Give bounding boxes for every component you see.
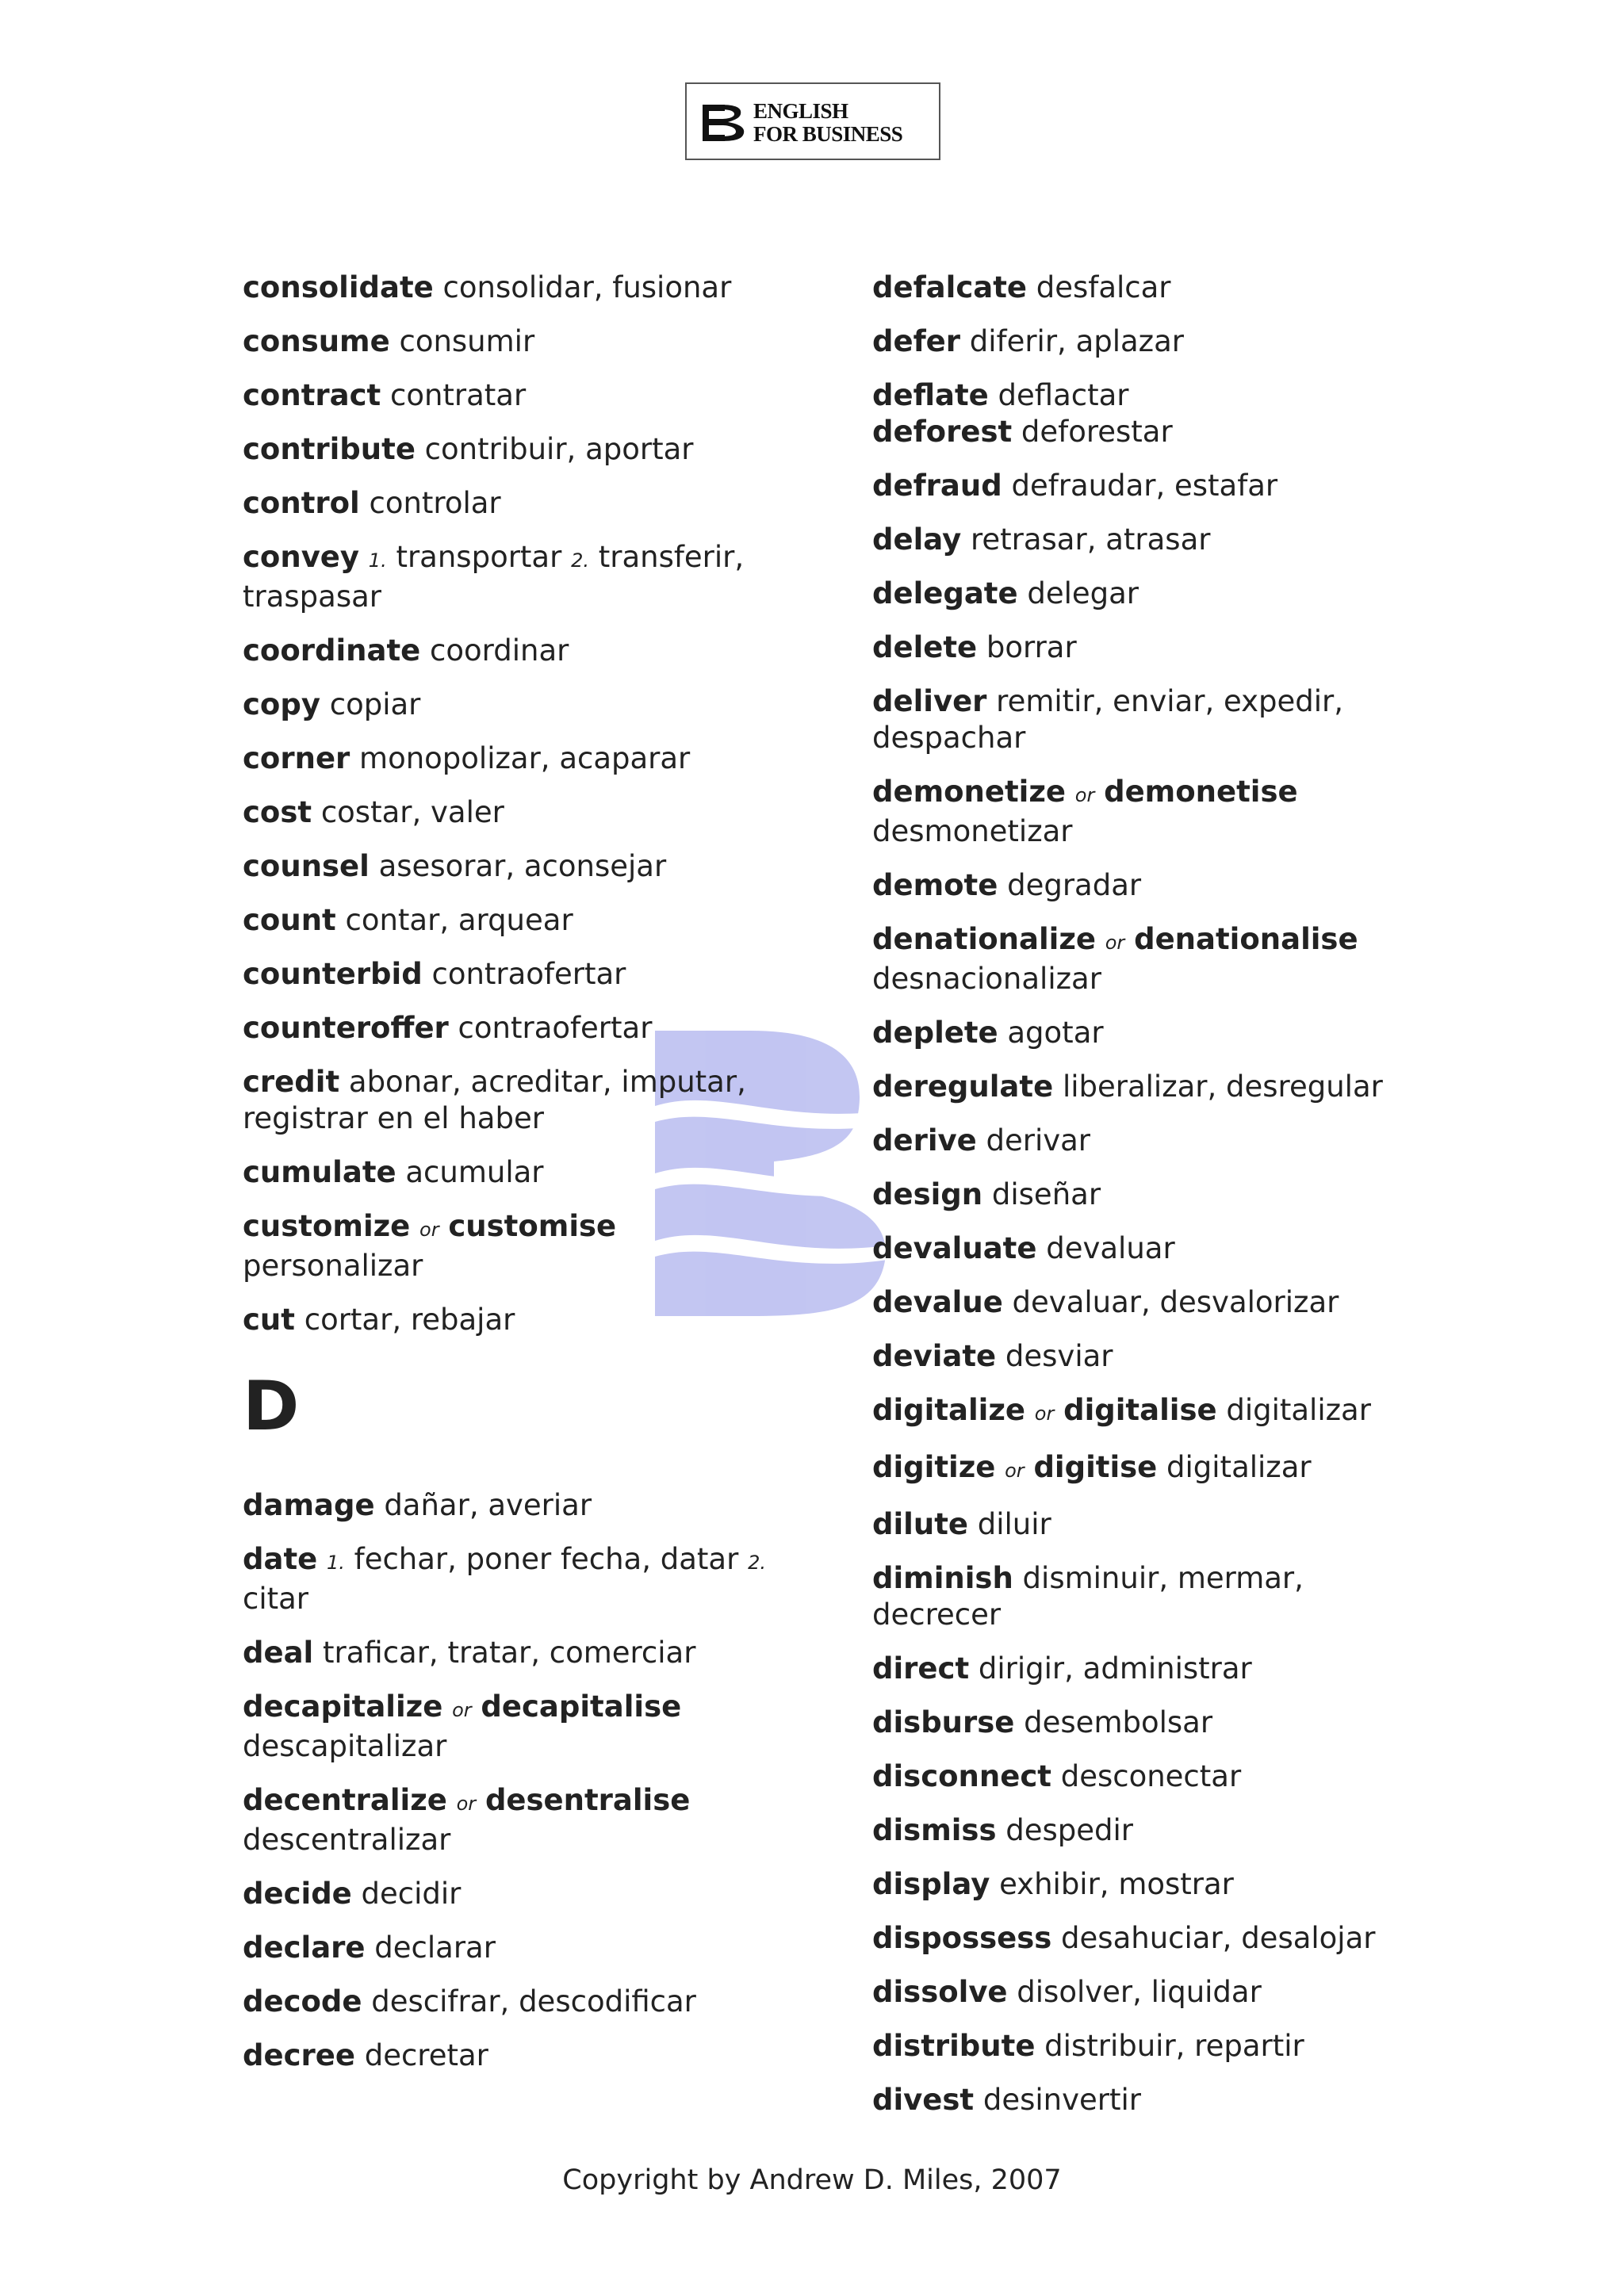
- translation: agotar: [998, 1016, 1104, 1050]
- translation: desconectar: [1051, 1759, 1242, 1793]
- translation: [1066, 775, 1075, 809]
- dictionary-entry: [872, 867, 1427, 904]
- dictionary-entry: [872, 1449, 1427, 1489]
- dictionary-entry: [872, 1758, 1427, 1795]
- translation: monopolizar, acaparar: [350, 741, 691, 775]
- translation: decidir: [351, 1877, 462, 1911]
- headword: deal: [243, 1636, 314, 1670]
- headword: counterbid: [243, 957, 423, 991]
- logo-line-2: FOR BUSINESS: [753, 122, 903, 146]
- dictionary-entry: [243, 1689, 790, 1765]
- dictionary-entry: [243, 323, 790, 360]
- dictionary-entry: [243, 1487, 790, 1524]
- headword: cost: [243, 795, 312, 829]
- headword: direct: [872, 1651, 970, 1686]
- or-connector: or: [452, 1699, 472, 1721]
- translation: [447, 1783, 457, 1817]
- translation: desfalcar: [1027, 270, 1171, 304]
- dictionary-entry: [872, 468, 1427, 504]
- dictionary-entry: [872, 1284, 1427, 1321]
- headword: dissolve: [872, 1975, 1008, 2009]
- headword: contract: [243, 378, 381, 412]
- dictionary-entry: [872, 2028, 1427, 2064]
- headword: convey: [243, 540, 360, 574]
- dictionary-entry: [243, 539, 790, 615]
- headword: digitise: [1033, 1450, 1158, 1484]
- translation: abonar, acreditar, imputar, registrar en el haber: [243, 1065, 746, 1135]
- translation: [1025, 1393, 1035, 1427]
- dictionary-entry: [243, 1010, 790, 1047]
- translation: disminuir, mermar, decrecer: [872, 1561, 1304, 1632]
- translation: [995, 1450, 1005, 1484]
- translation: [317, 1542, 327, 1576]
- translation: contraofertar: [422, 957, 626, 991]
- translation: derivar: [976, 1123, 1091, 1158]
- dictionary-entry: [243, 1154, 790, 1191]
- translation: [1096, 922, 1105, 956]
- translation: [359, 540, 369, 574]
- dictionary-entry: [243, 1541, 790, 1617]
- translation: copiar: [320, 687, 421, 721]
- dictionary-entry: [872, 1506, 1427, 1543]
- sense-number: 1.: [368, 549, 387, 572]
- dictionary-entry: [243, 1782, 790, 1858]
- translation: contraofertar: [448, 1011, 653, 1045]
- translation: contribuir, aportar: [415, 432, 694, 466]
- dictionary-entry: [872, 921, 1427, 997]
- or-connector: or: [456, 1793, 477, 1815]
- headword: demonetise: [1104, 775, 1298, 809]
- translation: dañar, averiar: [374, 1488, 592, 1522]
- headword: customize: [243, 1209, 411, 1243]
- headword: distribute: [872, 2029, 1036, 2063]
- translation: devaluar: [1036, 1231, 1175, 1265]
- translation: contratar: [381, 378, 527, 412]
- left-column: [243, 270, 790, 2091]
- headword: decide: [243, 1877, 352, 1911]
- dictionary-entry: [872, 629, 1427, 666]
- logo-line-1: ENGLISH: [753, 99, 848, 123]
- headword: declare: [243, 1931, 366, 1965]
- headword: disconnect: [872, 1759, 1051, 1793]
- translation: descapitalizar: [243, 1729, 447, 1763]
- dictionary-entry: [872, 414, 1427, 450]
- dictionary-entry: [243, 794, 790, 831]
- headword: devaluate: [872, 1231, 1037, 1265]
- translation: dirigir, administrar: [969, 1651, 1252, 1686]
- dictionary-entry: [243, 740, 790, 777]
- dictionary-entry: [243, 431, 790, 468]
- sense-number: 2.: [571, 549, 589, 572]
- entries-c: [243, 270, 790, 1338]
- translation: diseñar: [982, 1177, 1101, 1211]
- headword: dismiss: [872, 1813, 997, 1847]
- headword: display: [872, 1867, 990, 1901]
- headword: cut: [243, 1303, 295, 1337]
- or-connector: or: [1105, 932, 1125, 954]
- headword: dispossess: [872, 1921, 1052, 1955]
- translation: digitalizar: [1216, 1393, 1371, 1427]
- headword: defer: [872, 324, 961, 358]
- dictionary-entry: [872, 1651, 1427, 1687]
- dictionary-entry: [872, 1015, 1427, 1051]
- headword: deflate: [872, 378, 989, 412]
- dictionary-entry: [243, 1930, 790, 1966]
- translation: deflactar: [988, 378, 1129, 412]
- translation: desmonetizar: [872, 814, 1073, 848]
- translation: exhibir, mostrar: [990, 1867, 1234, 1901]
- translation: diferir, aplazar: [960, 324, 1184, 358]
- translation: deforestar: [1012, 415, 1173, 449]
- headword: contribute: [243, 432, 416, 466]
- headword: digitalise: [1063, 1393, 1217, 1427]
- entries-d-right: [872, 270, 1427, 2118]
- dictionary-entry: [243, 902, 790, 939]
- or-connector: or: [1005, 1460, 1025, 1482]
- headword: design: [872, 1177, 983, 1211]
- translation: desviar: [996, 1339, 1113, 1373]
- dictionary-entry: [872, 1560, 1427, 1633]
- translation: [472, 1689, 481, 1724]
- translation: decretar: [354, 2038, 488, 2072]
- translation: acumular: [396, 1155, 544, 1189]
- dictionary-entry: [872, 1920, 1427, 1957]
- headword: counteroffer: [243, 1011, 449, 1045]
- headword: consume: [243, 324, 390, 358]
- dictionary-entry: [872, 1123, 1427, 1159]
- dictionary-entry: [243, 1302, 790, 1338]
- headword: demote: [872, 868, 998, 902]
- headword: decree: [243, 2038, 355, 2072]
- translation: [1124, 922, 1134, 956]
- dictionary-entry: [243, 1208, 790, 1284]
- english-for-business-logo: [685, 82, 940, 160]
- or-connector: or: [1034, 1402, 1055, 1425]
- dictionary-entry: [872, 1069, 1427, 1105]
- headword: digitize: [872, 1450, 996, 1484]
- translation: costar, valer: [312, 795, 504, 829]
- headword: decapitalise: [481, 1689, 682, 1724]
- headword: control: [243, 486, 360, 520]
- headword: delegate: [872, 576, 1018, 610]
- eb-logo-icon: [701, 101, 747, 144]
- headword: cumulate: [243, 1155, 396, 1189]
- translation: consumir: [389, 324, 535, 358]
- dictionary-entry: [243, 1876, 790, 1912]
- translation: borrar: [977, 630, 1077, 664]
- dictionary-entry: [872, 1974, 1427, 2011]
- headword: delete: [872, 630, 978, 664]
- translation: [442, 1689, 452, 1724]
- translation: declarar: [365, 1931, 496, 1965]
- dictionary-entry: [872, 377, 1427, 414]
- headword: defraud: [872, 469, 1002, 503]
- headword: counsel: [243, 849, 370, 883]
- headword: decode: [243, 1984, 362, 2019]
- dictionary-entry: [872, 1177, 1427, 1213]
- section-letter: D: [243, 1367, 300, 1446]
- footer-copyright: Copyright by Andrew D. Miles, 2007: [562, 2164, 1062, 2196]
- headword: denationalise: [1134, 922, 1358, 956]
- translation: degradar: [998, 868, 1142, 902]
- dictionary-entry: [872, 576, 1427, 612]
- dictionary-entry: [872, 522, 1427, 558]
- translation: retrasar, atrasar: [961, 522, 1211, 557]
- translation: diluir: [967, 1507, 1051, 1541]
- headword: dilute: [872, 1507, 968, 1541]
- headword: devalue: [872, 1285, 1003, 1319]
- translation: liberalizar, desregular: [1053, 1070, 1383, 1104]
- headword: copy: [243, 687, 320, 721]
- headword: delay: [872, 522, 962, 557]
- headword: decentralize: [243, 1783, 447, 1817]
- headword: denationalize: [872, 922, 1096, 956]
- dictionary-entry: [872, 683, 1427, 756]
- dictionary-entry: [243, 633, 790, 669]
- translation: desembolsar: [1014, 1705, 1213, 1739]
- dictionary-entry: [872, 1705, 1427, 1741]
- right-column: [872, 270, 1427, 2136]
- headword: disburse: [872, 1705, 1015, 1739]
- headword: decapitalize: [243, 1689, 443, 1724]
- dictionary-entry: [243, 687, 790, 723]
- sense-number: 1.: [327, 1552, 345, 1574]
- headword: deforest: [872, 415, 1013, 449]
- translation: defraudar, estafar: [1002, 469, 1278, 503]
- dictionary-entry: [872, 1338, 1427, 1375]
- translation: transferir, traspasar: [243, 540, 745, 614]
- sense-number: 2.: [748, 1552, 766, 1574]
- translation: consolidar, fusionar: [433, 270, 732, 304]
- translation: coordinar: [420, 633, 569, 668]
- dictionary-entry: [243, 1064, 790, 1137]
- headword: damage: [243, 1488, 375, 1522]
- dictionary-entry: [872, 1866, 1427, 1903]
- translation: [1025, 1450, 1034, 1484]
- translation: asesorar, aconsejar: [369, 849, 667, 883]
- translation: cortar, rebajar: [294, 1303, 515, 1337]
- entries-d: [243, 1487, 790, 2074]
- headword: deplete: [872, 1016, 998, 1050]
- translation: desnacionalizar: [872, 962, 1101, 996]
- headword: derive: [872, 1123, 977, 1158]
- translation: despedir: [996, 1813, 1134, 1847]
- headword: deliver: [872, 684, 987, 718]
- translation: disolver, liquidar: [1007, 1975, 1262, 2009]
- translation: transportar: [386, 540, 572, 574]
- translation: descentralizar: [243, 1823, 451, 1857]
- or-connector: or: [1074, 784, 1095, 806]
- translation: contar, arquear: [335, 903, 573, 937]
- translation: [439, 1209, 449, 1243]
- dictionary-entry: [243, 1984, 790, 2020]
- headword: defalcate: [872, 270, 1028, 304]
- headword: deviate: [872, 1339, 997, 1373]
- headword: diminish: [872, 1561, 1013, 1595]
- dictionary-entry: [243, 848, 790, 885]
- translation: distribuir, repartir: [1035, 2029, 1304, 2063]
- headword: divest: [872, 2083, 975, 2117]
- headword: digitalize: [872, 1393, 1025, 1427]
- headword: coordinate: [243, 633, 421, 668]
- headword: desentralise: [485, 1783, 691, 1817]
- translation: desahuciar, desalojar: [1051, 1921, 1376, 1955]
- dictionary-entry: [243, 485, 790, 522]
- headword: customise: [448, 1209, 617, 1243]
- translation: delegar: [1017, 576, 1139, 610]
- headword: corner: [243, 741, 350, 775]
- translation: traficar, tratar, comerciar: [313, 1636, 696, 1670]
- dictionary-entry: [872, 1230, 1427, 1267]
- translation: desinvertir: [974, 2083, 1141, 2117]
- dictionary-entry: [872, 1392, 1427, 1432]
- dictionary-entry: [872, 1812, 1427, 1849]
- dictionary-entry: [243, 377, 790, 414]
- translation: fechar, poner fecha, datar: [344, 1542, 749, 1576]
- or-connector: or: [419, 1219, 439, 1241]
- dictionary-entry: [243, 1635, 790, 1671]
- translation: personalizar: [243, 1249, 423, 1283]
- translation: [476, 1783, 485, 1817]
- translation: descifrar, descodificar: [362, 1984, 696, 2019]
- headword: date: [243, 1542, 318, 1576]
- translation: [1094, 775, 1104, 809]
- headword: deregulate: [872, 1070, 1054, 1104]
- headword: count: [243, 903, 336, 937]
- translation: citar: [243, 1582, 309, 1616]
- dictionary-entry: [872, 2082, 1427, 2118]
- translation: controlar: [359, 486, 501, 520]
- dictionary-entry: [243, 956, 790, 993]
- dictionary-entry: [872, 323, 1427, 360]
- headword: demonetize: [872, 775, 1066, 809]
- dictionary-entry: [243, 2038, 790, 2074]
- translation: remitir, enviar, expedir, despachar: [872, 684, 1343, 755]
- translation: digitalizar: [1157, 1450, 1312, 1484]
- dictionary-entry: [872, 270, 1427, 306]
- dictionary-entry: [243, 270, 790, 306]
- translation: [1054, 1393, 1063, 1427]
- headword: consolidate: [243, 270, 434, 304]
- translation: [410, 1209, 419, 1243]
- headword: credit: [243, 1065, 340, 1099]
- translation: devaluar, desvalorizar: [1002, 1285, 1339, 1319]
- dictionary-entry: [872, 774, 1427, 850]
